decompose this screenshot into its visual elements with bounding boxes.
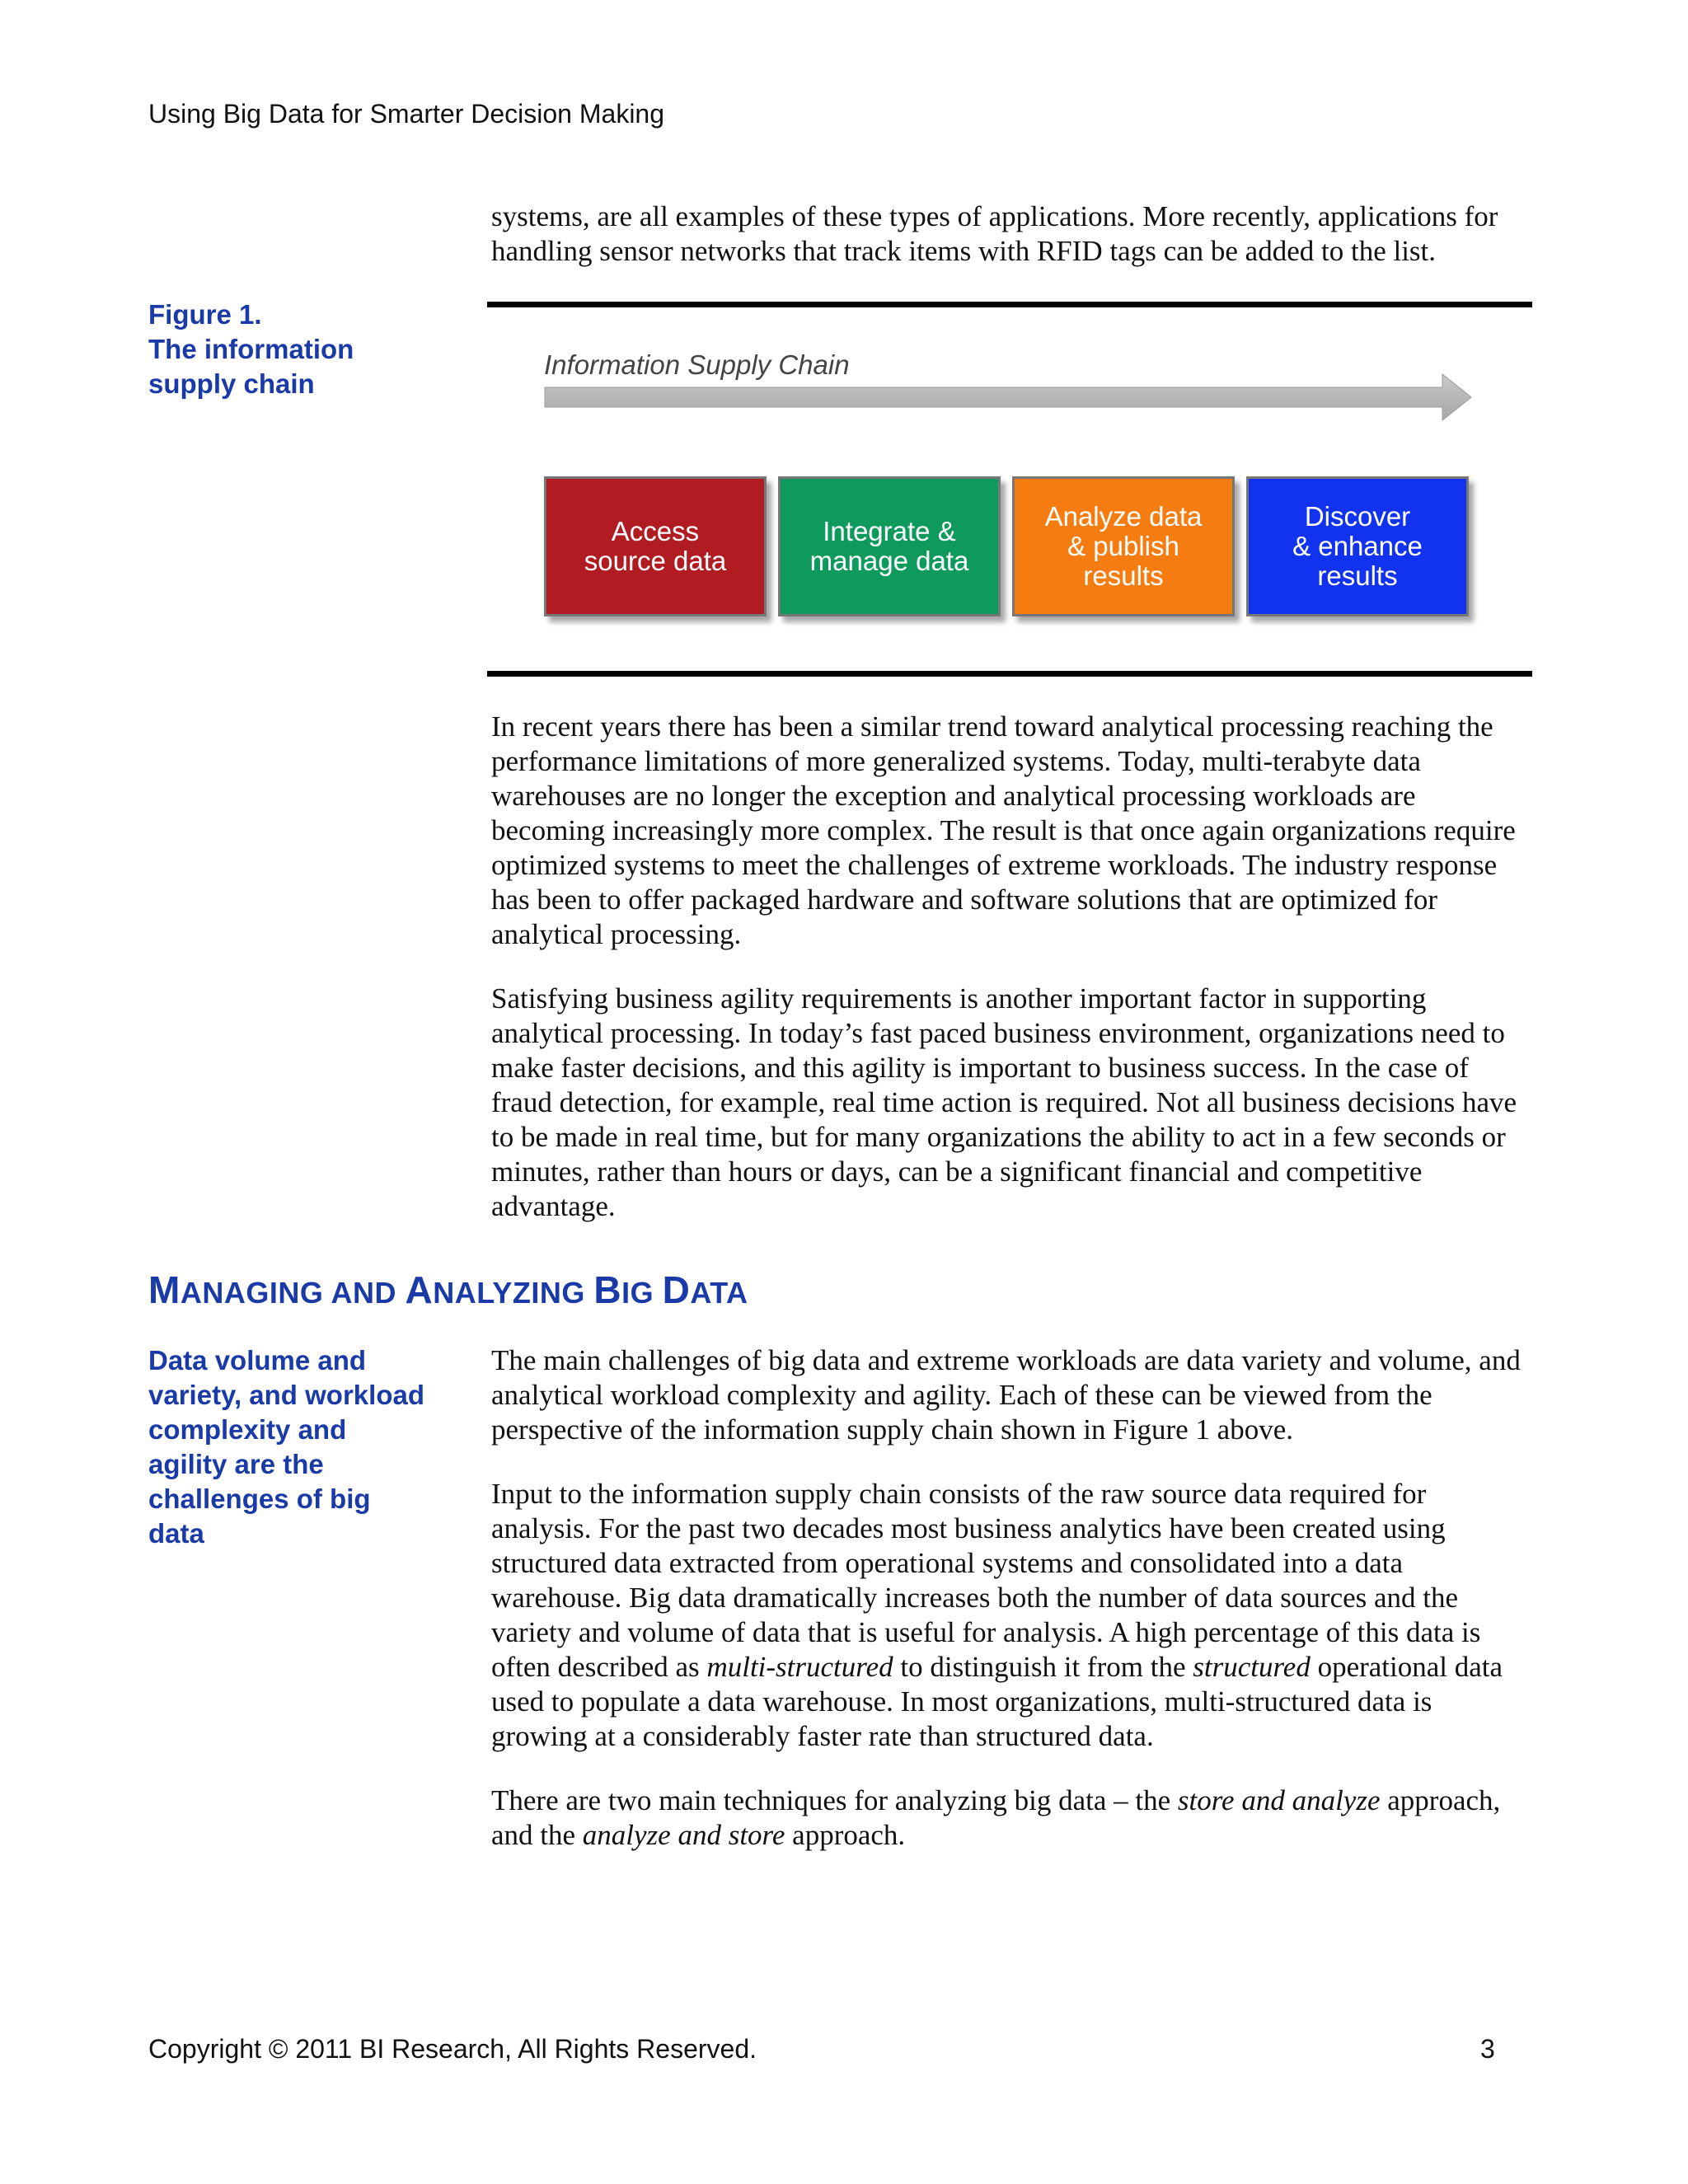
intro-paragraph: systems, are all examples of these types of applications. More recently, applications for handling sensor networks that track items with RFID tags can be added to the list.: [491, 200, 1498, 267]
section-text: [491, 1343, 1531, 1882]
figure-bottom-rule: [487, 671, 1532, 677]
intro-text: [491, 199, 1531, 298]
figure-caption: [148, 298, 429, 401]
figure-number: Figure 1.: [148, 299, 262, 330]
paragraph-agility: Satisfying business agility requirements is another important factor in supporting analytical processing. In today’s fast paced business environment, organizations need to make faster decisions, and this agility is important to business success. In the case of fraud detection, for example, real time action is required. Not all business decisions have to be made in real time, but for many organizations the ability to act in a few seconds or minutes, rather than hours or days, can be a significant financial and competitive advantage.: [491, 982, 1517, 1222]
figure-caption-line: The information: [148, 334, 354, 364]
sidenote-line: complexity and: [148, 1414, 347, 1445]
step-discover-enhance-results: Discover & enhance results: [1246, 476, 1469, 616]
supply-chain-arrow-icon: [540, 371, 1479, 429]
sidenote-line: variety, and workload: [148, 1380, 424, 1410]
paragraph-challenges: The main challenges of big data and extreme workloads are data variety and volume, and analytical workload complexity and agility. Each of these can be viewed from the perspective of the information supply chain shown in Figure 1 above.: [491, 1344, 1521, 1446]
diagram-title: Information Supply Chain: [544, 349, 850, 380]
post-figure-text: [491, 710, 1531, 1254]
sidenote-line: data: [148, 1518, 204, 1549]
page-number: 3: [1480, 2034, 1495, 2064]
section-heading: MANAGING AND ANALYZING BIG DATA: [148, 1268, 748, 1311]
paragraph-trend: In recent years there has been a similar trend toward analytical processing reaching the performance limitations of more generalized systems. Today, multi-terabyte data warehouses are no longer the exception and analytical processing workloads are becoming increasingly more complex. The result is that once again organizations require optimized systems to meet the challenges of extreme workloads. The industry response has been to offer packaged hardware and software solutions that are optimized for analytical processing.: [491, 710, 1516, 950]
section-sidenote: [148, 1343, 429, 1551]
step-access-source-data: Access source data: [544, 476, 767, 616]
step-analyze-publish-results: Analyze data & publish results: [1012, 476, 1235, 616]
sidenote-line: challenges of big: [148, 1483, 371, 1514]
sidenote-line: Data volume and: [148, 1345, 367, 1376]
figure-caption-line: supply chain: [148, 368, 315, 399]
footer-copyright: Copyright © 2011 BI Research, All Rights Reserved.: [148, 2034, 757, 2064]
running-header: Using Big Data for Smarter Decision Making: [148, 99, 665, 129]
paragraph-techniques: There are two main techniques for analyzing big data – the store and analyze approach, and the analyze and store approach.: [491, 1784, 1501, 1851]
sidenote-line: agility are the: [148, 1449, 324, 1479]
figure-top-rule: [487, 302, 1532, 307]
step-integrate-manage-data: Integrate & manage data: [778, 476, 1001, 616]
paragraph-input: Input to the information supply chain consists of the raw source data required for analysis. For the past two decades most business analytics have been created using structured data extracted from operational systems and consolidated into a data warehouse. Big data dramatically increases both the number of data sources and the variety and volume of data that is useful for analysis. A high percentage of this data is often described as multi-structured to distinguish it from the structured operational data used to populate a data warehouse. In most organizations, multi-structured data is growing at a considerably faster rate than structured data.: [491, 1478, 1503, 1752]
